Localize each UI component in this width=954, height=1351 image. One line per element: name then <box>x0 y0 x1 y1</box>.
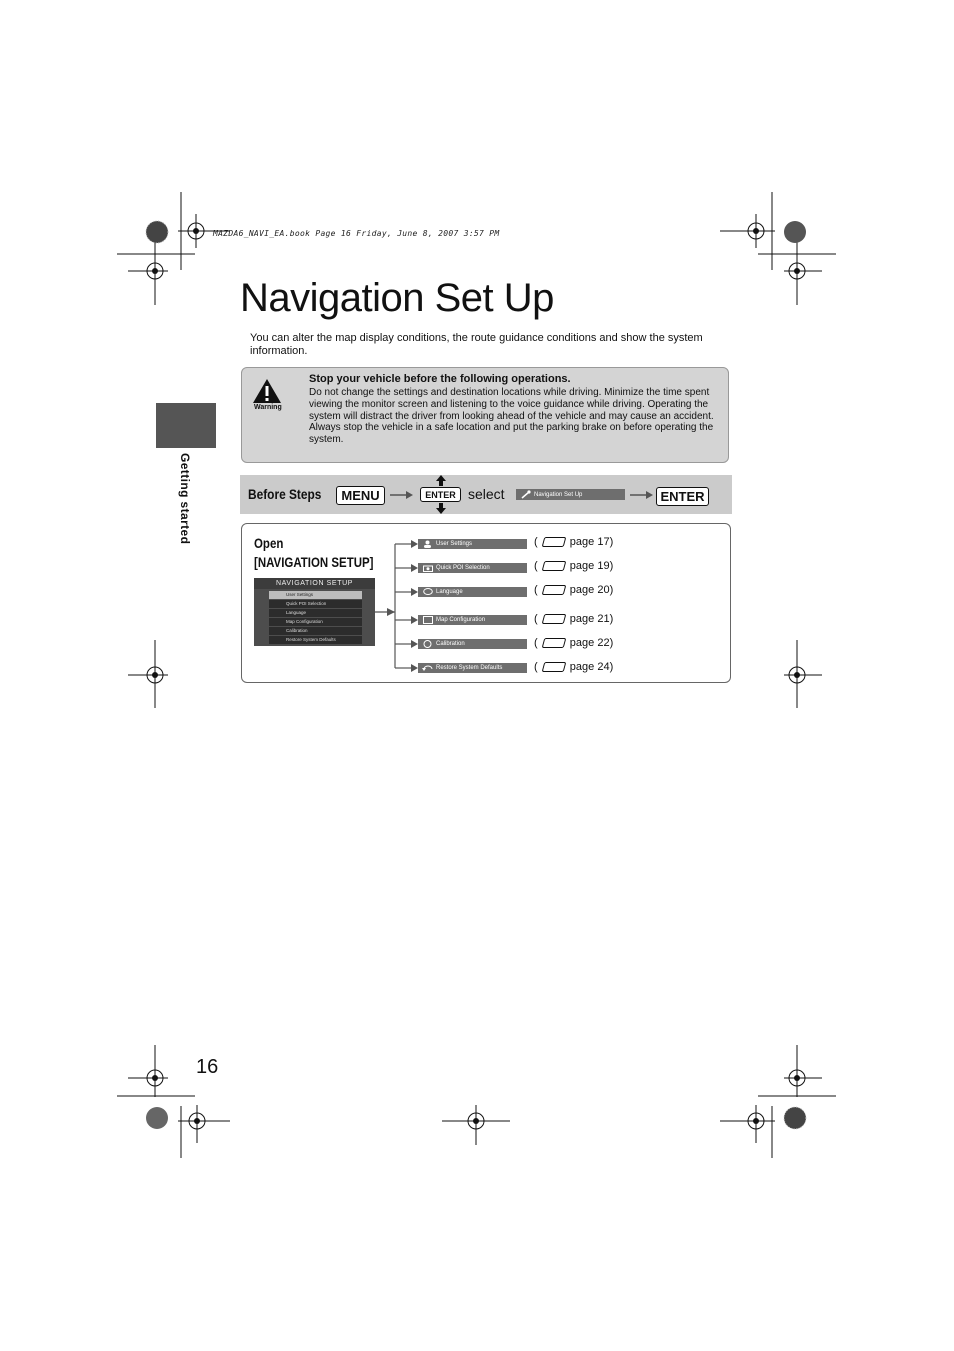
dest-calibration <box>418 639 527 649</box>
enter-key-final: ENTER <box>656 487 709 506</box>
ref-restore-defaults-page: page 24 <box>569 661 610 673</box>
pointing-hand-icon <box>541 662 566 672</box>
dest-language-label: Language <box>436 589 463 595</box>
arrow-right-icon <box>390 490 414 500</box>
arrow-down-icon <box>435 503 447 514</box>
pointing-hand-icon <box>541 537 566 547</box>
dest-language <box>418 587 527 597</box>
navigation-setup-panel <box>241 523 731 683</box>
navigation-set-up-item <box>516 489 625 500</box>
pointing-hand-icon <box>541 638 566 648</box>
warning-label: Warning <box>254 404 282 411</box>
dest-calibration-label: Calibration <box>436 641 465 647</box>
warning-triangle-icon <box>252 378 282 404</box>
screen-item-map-configuration: Map Configuration <box>269 618 362 626</box>
warning-body: Do not change the settings and destination locations while driving. Minimize the time spent viewing the monitor screen and listening to the voice guidance while driving. Operating the system will distract the driver from looking ahead of the vehicle and may cause an accident. Always stop the vehicle in a safe location and put the parking brake on before operating the system. <box>309 387 714 446</box>
person-icon <box>423 540 432 548</box>
ref-calibration-page: page 22 <box>569 637 610 649</box>
arrow-up-icon <box>435 475 447 486</box>
enter-key: ENTER <box>420 487 461 502</box>
screen-item-quick-poi: Quick POI Selection <box>269 600 362 608</box>
dest-map-configuration-label: Map Configuration <box>436 617 486 623</box>
ref-user-settings: ( page 17) <box>534 536 614 548</box>
section-label: Getting started <box>178 453 192 545</box>
print-header: MAZDA6_NAVI_EA.book Page 16 Friday, June 8, 2007 3:57 PM <box>213 229 500 238</box>
dest-quick-poi <box>418 563 527 573</box>
intro-text: You can alter the map display conditions, the route guidance conditions and show the system information. <box>250 332 703 357</box>
wrench-icon <box>521 490 531 499</box>
navigation-setup-screen <box>254 578 375 646</box>
ref-map-configuration: ( page 21) <box>534 613 614 625</box>
ref-calibration: ( page 22) <box>534 637 614 649</box>
dest-quick-poi-label: Quick POI Selection <box>436 565 490 571</box>
ref-restore-defaults: ( page 24) <box>534 661 614 673</box>
navigation-set-up-label: Navigation Set Up <box>534 491 583 498</box>
ref-language: ( page 20) <box>534 584 614 596</box>
dest-user-settings <box>418 539 527 549</box>
ref-user-settings-page: page 17 <box>569 536 610 548</box>
section-tab <box>156 403 216 448</box>
warning-box <box>241 367 729 463</box>
page-number: 16 <box>196 1056 219 1078</box>
ref-quick-poi: ( page 19) <box>534 560 614 572</box>
dest-map-configuration <box>418 615 527 625</box>
open-line-2: [NAVIGATION SETUP] <box>254 554 374 570</box>
connector-lines <box>375 534 420 679</box>
dest-restore-defaults-label: Restore System Defaults <box>436 665 503 671</box>
pointing-hand-icon <box>541 614 566 624</box>
arrow-right-icon <box>630 490 654 500</box>
page-title: Navigation Set Up <box>240 276 554 320</box>
compass-icon <box>423 640 432 648</box>
before-steps-label: Before Steps <box>248 486 322 502</box>
select-word: select <box>468 486 505 502</box>
before-steps-bar <box>240 475 732 514</box>
map-icon <box>423 616 433 624</box>
pointing-hand-icon <box>541 561 566 571</box>
warning-heading: Stop your vehicle before the following operations. <box>309 373 571 385</box>
screen-title: NAVIGATION SETUP <box>254 578 375 589</box>
ref-quick-poi-page: page 19 <box>569 560 610 572</box>
dest-user-settings-label: User Settings <box>436 541 473 547</box>
screen-item-restore-defaults: Restore System Defaults <box>269 636 362 644</box>
pointing-hand-icon <box>541 585 566 595</box>
dest-restore-defaults <box>418 663 527 673</box>
menu-key: MENU <box>336 486 385 505</box>
ref-language-page: page 20 <box>569 584 610 596</box>
open-label <box>254 534 373 572</box>
screen-item-language: Language <box>269 609 362 617</box>
open-line-1: Open <box>254 535 284 551</box>
restore-icon <box>422 664 434 672</box>
camera-icon <box>423 564 433 572</box>
ref-map-configuration-page: page 21 <box>569 613 610 625</box>
speech-bubble-icon <box>423 588 433 596</box>
screen-item-user-settings: User Settings <box>269 591 362 599</box>
screen-item-calibration: Calibration <box>269 627 362 635</box>
